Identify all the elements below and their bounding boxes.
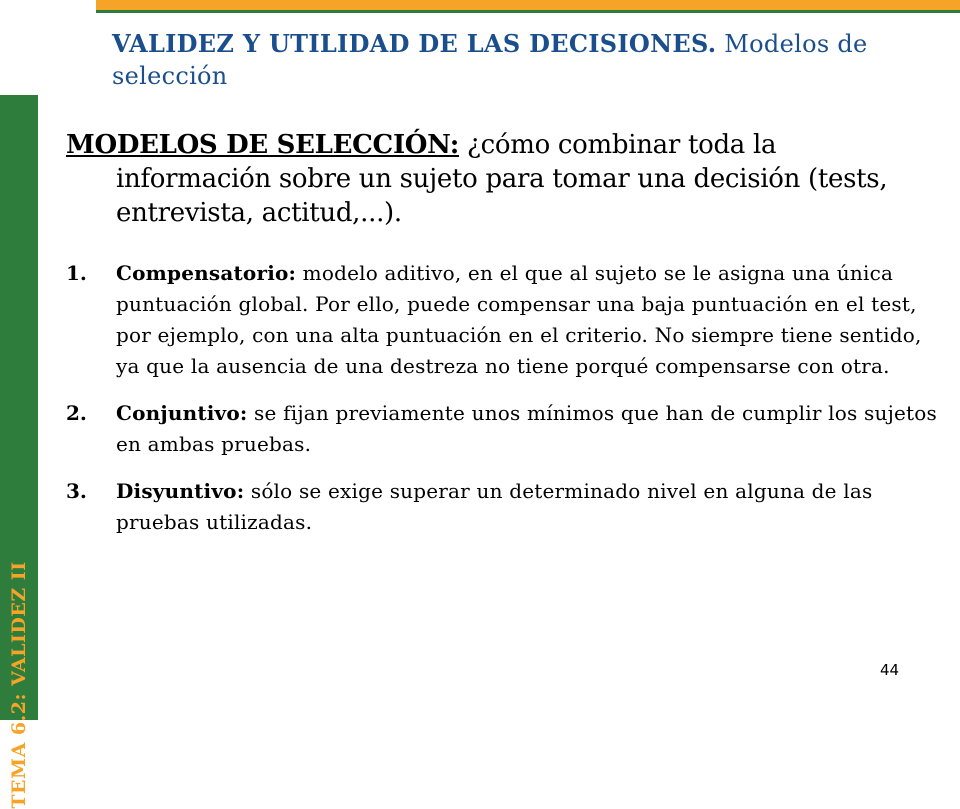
slide-title	[112, 28, 912, 92]
intro-heading: MODELOS DE SELECCIÓN:	[66, 130, 459, 160]
side-topic-label: TEMA 6.2: VALIDEZ II	[8, 561, 30, 809]
top-accent-line	[96, 10, 960, 13]
list-item-term: Conjuntivo:	[116, 401, 248, 425]
list-item-number: 3.	[66, 479, 87, 503]
slide-title-bold: VALIDEZ Y UTILIDAD DE LAS DECISIONES.	[112, 29, 717, 58]
list-item-number: 1.	[66, 261, 87, 285]
intro-paragraph	[66, 128, 916, 230]
list-item-text: se fijan previamente unos mínimos que han de cumplir los sujetos en ambas pruebas.	[116, 401, 937, 456]
slide-title-rest: Modelos de selección	[112, 30, 868, 90]
page-number: 44	[880, 661, 900, 679]
intro-text: ¿cómo combinar toda la información sobre un sujeto para tomar una decisión (tests, entrevista, actitud,...).	[116, 130, 888, 228]
list-item-term: Disyuntivo:	[116, 479, 245, 503]
models-list	[66, 258, 946, 554]
list-item-content	[116, 258, 946, 382]
list-item-content	[116, 476, 946, 538]
list-item-text: modelo aditivo, en el que al sujeto se le asigna una única puntuación global. Por ello, puede compensar una baja puntuación en el test, por ejemplo, con una alta puntuación en el criterio. No siempre tiene sentido, ya que la ausencia de una destreza no tiene porqué compensarse con otra.	[116, 261, 922, 378]
list-item-term: Compensatorio:	[116, 261, 297, 285]
list-item-number: 2.	[66, 401, 87, 425]
top-accent-bar	[96, 0, 960, 10]
list-item	[66, 398, 946, 460]
list-item-content	[116, 398, 946, 460]
list-item-text: sólo se exige superar un determinado nivel en alguna de las pruebas utilizadas.	[116, 479, 873, 534]
list-item	[66, 258, 946, 382]
list-item	[66, 476, 946, 538]
side-accent-bar	[0, 95, 38, 809]
